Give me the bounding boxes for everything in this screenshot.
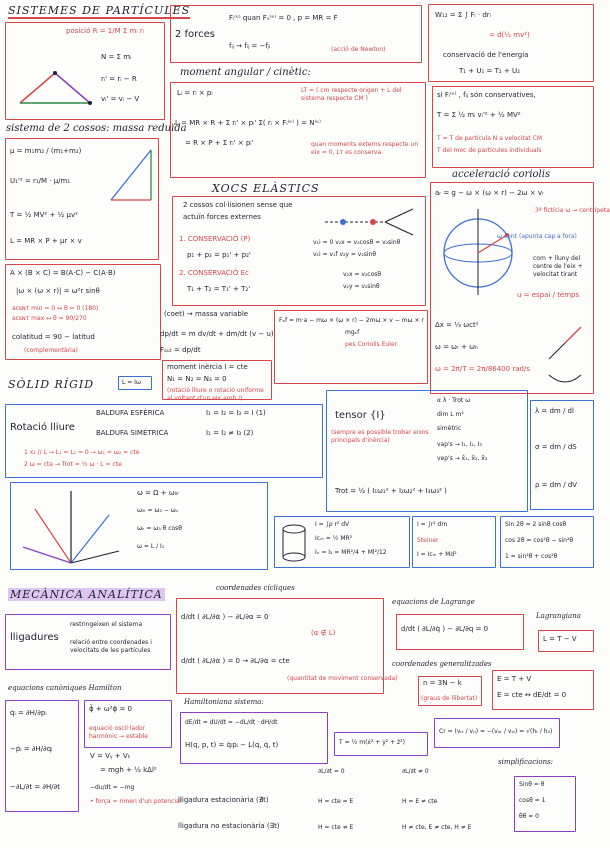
simplification-1: Sinθ = θ: [519, 781, 545, 788]
cm-vector-diagram: [10, 53, 100, 113]
coriolis-eq3: ω = 2π/T = 2π/86400 rad/s: [435, 365, 530, 373]
inertia-moment-box: [162, 360, 272, 400]
reduced-line-3: T = ½ MV² + ½ μv²: [10, 211, 78, 219]
fictitious-forces-box: [274, 310, 428, 384]
forces-note: (acció de Newton): [331, 46, 386, 53]
constraints-box: [5, 614, 171, 670]
steiner-line-1: I = ∫ρ r² dV: [315, 521, 350, 528]
tensor-line-2: dim L m²: [437, 411, 464, 418]
reduced-mass-diagram: [106, 145, 156, 205]
angular-note: quan moments externs respecte un eix = 0, Lᴛ es conserva: [311, 141, 419, 156]
tensor-line-4: vap's → I₁, I₂, I₃: [437, 441, 482, 448]
cylinder-inertia-box: [412, 516, 496, 568]
fictitious-line-2: mgₑf: [345, 329, 360, 336]
symmetric-top-eq: I₁ = I₂ ≠ I₃ (2): [206, 429, 254, 437]
kinetic-energy-box: [334, 732, 428, 756]
cm-line-1: posició R = 1/M Σ mᵢ rᵢ: [66, 27, 144, 35]
top-precession-diagram: [15, 487, 127, 567]
stationary-row-1-label: lligadura estacionària (∄t): [178, 796, 269, 804]
precession-line-3: ωₕ = ω₃ θ cosθ: [137, 525, 182, 532]
collision-cons-energy: 2. CONSERVACIÓ Ec: [179, 269, 249, 277]
cm-line-2: N = Σ mᵢ: [101, 53, 132, 61]
work-line-1: W₁₂ = Σ ∫ Fᵢ · drᵢ: [435, 11, 491, 19]
oscillator-eq: ϕ̈ + ω²ϕ = 0: [89, 705, 132, 713]
generalized-title: coordenades generalitzades: [392, 660, 492, 668]
forces-line-2: fᵢⱼ → fᵢⱼ = −fⱼᵢ: [229, 42, 271, 50]
potential-line-3: −du/dt = −mg: [90, 784, 135, 791]
tensor-line-1: α λ · Trot ω: [437, 397, 471, 404]
simplification-3: θ̇θ = 0: [519, 813, 540, 820]
tensor-line-5: vep's → x̂₁, x̂₂, x̂₃: [437, 455, 488, 462]
constraints-a: restringeixen el sistema: [70, 621, 143, 628]
cm-line-4: vᵢ' = vᵢ − V: [101, 95, 140, 103]
collision-diagram: [323, 207, 419, 237]
stationary-row-1-a: H = cte = E: [318, 798, 354, 805]
reduced-mass-box: [5, 138, 159, 260]
variable-mass-line-1: dp/dt = m dv/dt + dm/dt (v − u): [160, 330, 274, 338]
work-line-4: T₁ + U₁ = T₂ + U₂: [459, 67, 520, 75]
collision-cons-momentum: 1. CONSERVACIÓ (P): [179, 235, 251, 243]
spherical-top-eq: I₁ = I₂ = I₃ = I (1): [206, 409, 266, 417]
spherical-top: BALDUFA ESFÈRICA: [96, 409, 165, 417]
energy-box: [492, 670, 594, 710]
coriolis-vector-diagram: [543, 313, 587, 389]
cyclic-eq-1: d/dt ( ∂L/∂α̇ ) − ∂L/∂α = 0: [181, 613, 269, 621]
steiner-box: [274, 516, 410, 568]
conservative-line-4: T del moc de partícules individuals: [437, 147, 542, 154]
free-rotation-box: [5, 404, 323, 478]
potential-line-4: • força = rimen d'un potencial: [90, 798, 182, 805]
coriolis-label-3: com + lluny del centre de l'eix + velocitat tirant: [533, 255, 583, 278]
angular-line-1: Lᵢ = rᵢ × pᵢ: [177, 89, 213, 97]
coriolis-label-4: u = espai / temps: [517, 291, 580, 299]
simplifications-title: simplificacions:: [498, 758, 554, 766]
free-rotation-label: Rotació lliure: [10, 422, 75, 433]
steiner-line-2: Icₘ = ½ MR²: [315, 535, 353, 542]
stationary-head-2: ∂L/∂t ≠ 0: [402, 768, 429, 775]
lagrangian-eq: L = T − V: [543, 635, 577, 643]
tensor-trot: Trot = ½ ( I₁ω₁² + I₂ω₂² + I₃ω₃² ): [335, 487, 447, 495]
triple-line-6: (complementària): [24, 347, 78, 354]
restitution-eq: Cr = (vᵣₜ / vᵣᵢ) = −(vₒₜ / vₒᵢ) = √(hₜ / h₀): [439, 728, 553, 735]
coriolis-dx: Δx = ⅓ ωct²: [435, 321, 479, 329]
angular-momentum-box: [170, 82, 426, 178]
trig-line-3: 1 = sin²θ + cos²θ: [505, 553, 558, 560]
kinetic-eq: T = ½ m(ẋ² + ẏ² + ż²): [339, 739, 405, 746]
earth-diagram: [433, 205, 533, 295]
coriolis-label-1: 3ª fictícia ω → centrípeta: [535, 207, 610, 214]
collision-side-3: v₂x = v₂cosθ: [343, 271, 382, 278]
density-line-3: ρ = dm / dV: [535, 481, 578, 489]
section-title-solid: SÒLID RÍGID: [8, 378, 95, 391]
generalized-box: [418, 676, 482, 706]
cyclic-note-1: (α ∉ L): [311, 629, 336, 637]
generalized-note: (graus de llibertat): [421, 695, 478, 702]
inertia-line-1: moment inèrcia I = cte: [167, 363, 248, 371]
forces-box: [170, 5, 422, 63]
reduced-mass-title: sistema de 2 cossos: massa reduïda: [6, 123, 187, 134]
precession-line-2: ωₗᵢᵣ = ω₃ − ωₓ: [137, 507, 179, 514]
hamiltonian-line-1: dE/dt = dU/dt = −dL/dt · dH/dt: [185, 719, 278, 726]
inertia-note: (rotació lliure o rotació uniforme al voltant d'un eix amb I): [167, 387, 264, 402]
lagrangian-title: Lagrangiana: [536, 612, 581, 620]
lagrange-title: equacions de Lagrange: [392, 598, 475, 606]
energy-line-2: E = cte ↔ dE/dt = 0: [497, 691, 567, 699]
triple-line-2: |ω × (ω × r)| = ω²r sinθ: [16, 287, 100, 295]
density-line-1: λ = dm / dl: [535, 407, 574, 415]
triple-line-4: aᴄᴇɴᴛ max ↔ θ = 90/270: [12, 315, 87, 322]
section-title-particles: SISTEMES DE PARTÍCULES: [8, 4, 191, 17]
potential-line-2: = mgh + ½ kΔl²: [100, 766, 157, 774]
triple-product-box: [5, 264, 161, 360]
rotation-note-1: 1 x₃ // L → L₁ = L₂ = 0 → ω₁ = ω₂ = cte: [24, 449, 140, 456]
iw-eq: L = Iω: [122, 379, 141, 386]
energy-line-1: E = T + V: [497, 675, 532, 683]
collision-side-4: v₂y = v₂sinθ: [343, 283, 380, 290]
hamiltonian-line-2: H(q, p, t) = q̇ᵢpᵢ − L(q, q̇, t): [185, 741, 279, 749]
conservative-line-1: si Fᵢ⁽ᵉ⁾ , fᵢⱼ són conservatives,: [437, 91, 536, 99]
simplifications-box: [514, 776, 576, 832]
trig-line-1: Sin 2θ = 2 sinθ cosθ: [505, 521, 567, 528]
coriolis-box: [430, 182, 610, 394]
inertia-line-2: N₁ = N₂ = N₃ = 0: [167, 375, 227, 383]
iw-box: [118, 376, 152, 390]
restitution-box: [434, 718, 560, 748]
forces-label: 2 forces: [175, 29, 215, 40]
constraints-label: lligadures: [10, 632, 59, 643]
fictitious-line-1: Fₑf = m·a − mω × (ω × r) − 2mω × v − mω × r: [279, 317, 424, 324]
coriolis-eq: aᵣ = g − ω × (ω × r) − 2ω × vᵣ: [435, 189, 544, 197]
variable-mass-line-2: Fₒᵤₜ = dp/dt: [160, 346, 201, 354]
symmetric-top: BALDUFA SIMÈTRICA: [96, 429, 169, 437]
oscillator-box: [84, 700, 172, 748]
tensor-note: (sempre es possible trobar eixos principals d'inèrcia): [331, 429, 429, 444]
trig-line-2: cos 2θ = cos²θ − sin²θ: [505, 537, 574, 544]
work-line-2: = d(½ mv²): [489, 31, 530, 39]
angular-line-2: LT = ( cm respecte origen + L del sistema respecte CM ): [301, 87, 402, 102]
section-title-analytic-text: MECÀNICA ANALÍTICA: [10, 588, 163, 601]
coriolis-title: acceleració coriolis: [452, 169, 551, 180]
steiner-line-3: Iₓ = I₃ = MR²/4 + Ml²/12: [315, 549, 387, 556]
stationary-row-2-label: lligadura no estacionària (∃t): [178, 822, 280, 830]
center-of-mass-box: [5, 22, 165, 120]
cyclic-title: coordenades cícliques: [216, 584, 295, 592]
hamilton-equations-box: [5, 700, 79, 812]
coriolis-label-2: ω cent (apunta cap a fora): [497, 233, 577, 240]
triple-line-3: aᴄᴇɴᴛ min = 0 ↔ θ = 0 (180): [12, 305, 99, 312]
generalized-eq: n = 3N − k: [423, 679, 462, 687]
forces-line-1: Fᵢ⁽ᵉ⁾ quan Fₓ⁽ᵉ⁾ = 0 , p = MR = F: [229, 14, 338, 22]
stationary-head-1: ∂L/∂t = 0: [318, 768, 345, 775]
collision-box: [172, 196, 426, 306]
conservative-line-3: T = T de partícula N a velocitat CM: [437, 135, 542, 142]
constraints-b: relació entre coordenades i velocitats de les partícules: [70, 639, 152, 654]
triple-line-5: colatitud = 90 − latitud: [12, 333, 95, 341]
stationary-row-2-a: H = cte ≠ E: [318, 824, 354, 831]
potential-line-1: V = Vᵧ + Vₖ: [90, 752, 131, 760]
collision-eq-momentum: p₁ + p₂ = p₁' + p₂': [187, 251, 251, 259]
angular-title: moment angular / cinètic:: [180, 67, 311, 78]
triple-line-1: A × (B × C) = B(A·C) − C(A·B): [10, 269, 116, 277]
hamilton-line-1: q̇ᵢ = ∂H/∂pᵢ: [10, 709, 47, 717]
hamilton-line-2: −ṗᵢ = ∂H/∂qᵢ: [10, 745, 53, 753]
fictitious-note: pes Coriolis Euler: [345, 341, 397, 348]
variable-mass-title: (coet) → massa variable: [164, 310, 249, 318]
lagrange-box: [396, 614, 524, 650]
tensor-title: tensor {I}: [335, 410, 386, 421]
work-line-3: conservació de l'energia: [443, 51, 529, 59]
conservative-box: [432, 86, 594, 168]
collision-line-1: 2 cossos col·lisionen sense que: [183, 201, 293, 209]
cyclic-eq-2: d/dt ( ∂L/∂α̇ ) = 0 → ∂L/∂α̇ = cte: [181, 657, 290, 665]
collision-title: XOCS ELÀSTICS: [212, 182, 320, 195]
stationary-row-1-b: H = E ≠ cte: [402, 798, 438, 805]
cylinder-line-2: Steiner: [417, 537, 439, 544]
angular-line-3: L = MR × R + Σ rᵢ' × pᵢ' Σ( rᵢ × Fᵢ⁽ᵉ⁾ ) = N⁽ᵉ⁾: [175, 119, 321, 127]
precession-line-4: ω = L / I₁: [137, 543, 165, 550]
precession-line-1: ω = Ω + ωₗᵢᵣ: [137, 489, 179, 497]
reduced-line-4: L = MR × P + μr × v: [10, 237, 82, 245]
trig-identities-box: [500, 516, 594, 568]
conservative-line-2: T = Σ ½ mᵢ vᵢ'² + ½ MV²: [437, 111, 521, 119]
cm-line-3: rᵢ' = rᵢ − R: [101, 75, 137, 83]
tensor-line-3: simètric: [437, 425, 462, 432]
lagrangian-box: [538, 630, 594, 652]
cyclic-note-2: (quantitat de moviment conservada): [287, 675, 398, 682]
inertia-tensor-box: [326, 390, 528, 512]
coriolis-eq2: ω = ωᵣ + ωₕ: [435, 343, 478, 351]
collision-line-2: actuïn forces externes: [183, 213, 261, 221]
precession-box: [10, 482, 268, 570]
section-title-analytic: [8, 588, 165, 601]
stationary-row-2-b: H ≠ cte, E ≠ cte, H ≠ E: [402, 824, 472, 831]
hamilton-line-3: −∂L/∂t = ∂H/∂t: [10, 783, 61, 791]
lagrange-eq: d/dt ( ∂L/∂q̇ ) − ∂L/∂q = 0: [401, 625, 489, 633]
angular-line-4: = R × P + Σ rᵢ' × pᵢ': [185, 139, 254, 147]
density-box: [530, 400, 594, 510]
cylinder-line-1: I = ∫r² dm: [417, 521, 448, 528]
reduced-line-1: μ = m₁m₂ / (m₁+m₂): [10, 147, 82, 155]
hamiltonian-title: Hamiltoniana sistema:: [184, 698, 264, 706]
reduced-line-2: U₁'² = r₁/M · μ/m₁: [10, 177, 71, 185]
simplification-2: cosθ = 1: [519, 797, 546, 804]
hamiltonian-box: [180, 712, 328, 764]
cylinder-diagram: [279, 523, 309, 563]
rotation-note-2: 2 ω = cte → Trot = ½ ω · L = cte: [24, 461, 122, 468]
collision-eq-energy: T₁ + T₂ = T₁' + T₂': [187, 285, 251, 293]
collision-side-2: v₁i = v₁f v₂y = v₂sinθ: [313, 251, 377, 258]
hamilton-title: equacions canòniques Hamilton: [8, 684, 122, 692]
collision-side-1: v₁i = 0 v₂x = v₂cosθ = v₂sinθ: [313, 239, 401, 246]
oscillator-note: equació oscil·lador harmònic → estable: [89, 725, 148, 740]
work-energy-box: [428, 4, 594, 82]
cyclic-coordinates-box: [176, 598, 398, 694]
density-line-2: σ = dm / dS: [535, 443, 577, 451]
cylinder-line-3: I = Icₘ + Md²: [417, 551, 457, 558]
